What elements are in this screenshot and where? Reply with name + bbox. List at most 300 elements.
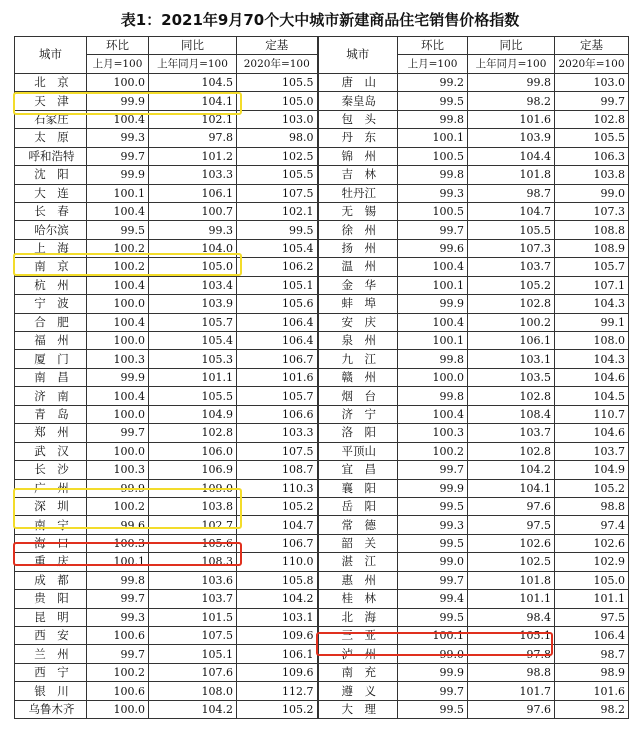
left-mom-cell: 100.0 — [87, 295, 149, 313]
left-yoy-cell: 103.4 — [149, 276, 237, 294]
right-yoy-cell: 97.5 — [468, 516, 555, 534]
left-base-cell: 106.1 — [237, 645, 318, 663]
right-base-cell: 105.2 — [555, 479, 629, 497]
right-base-cell: 98.8 — [555, 497, 629, 515]
right-base-cell: 108.0 — [555, 332, 629, 350]
left-city-cell: 海 口 — [15, 534, 87, 552]
left-mom-cell: 99.6 — [87, 516, 149, 534]
left-city-cell: 南 昌 — [15, 368, 87, 386]
table-row — [15, 166, 629, 184]
table-row — [15, 129, 629, 147]
right-yoy-cell: 101.8 — [468, 571, 555, 589]
right-mom-cell: 100.4 — [398, 405, 468, 423]
left-city-cell: 成 都 — [15, 571, 87, 589]
right-city-cell: 北 海 — [318, 608, 398, 626]
left-yoy-cell: 104.5 — [149, 73, 237, 91]
right-yoy-cell: 97.6 — [468, 700, 555, 718]
yoy-header: 同比 — [149, 37, 237, 55]
left-mom-cell: 99.3 — [87, 129, 149, 147]
table-row — [15, 73, 629, 91]
left-city-cell: 昆 明 — [15, 608, 87, 626]
right-city-cell: 岳 阳 — [318, 497, 398, 515]
right-mom-cell: 99.5 — [398, 92, 468, 110]
table-row — [15, 700, 629, 718]
left-yoy-cell: 103.6 — [149, 571, 237, 589]
left-yoy-cell: 101.2 — [149, 147, 237, 165]
table-row — [15, 534, 629, 552]
left-base-cell: 102.1 — [237, 202, 318, 220]
right-base-cell: 97.5 — [555, 608, 629, 626]
left-yoy-cell: 107.5 — [149, 627, 237, 645]
left-city-cell: 西 安 — [15, 627, 87, 645]
right-base-cell: 99.0 — [555, 184, 629, 202]
table-row — [15, 350, 629, 368]
table-row — [15, 295, 629, 313]
left-city-cell: 呼和浩特 — [15, 147, 87, 165]
table-row — [15, 682, 629, 700]
right-base-cell: 104.6 — [555, 424, 629, 442]
right-mom-cell: 99.8 — [398, 350, 468, 368]
right-mom-cell: 99.3 — [398, 516, 468, 534]
right-base-cell: 102.9 — [555, 553, 629, 571]
left-mom-cell: 99.7 — [87, 645, 149, 663]
right-yoy-cell: 103.7 — [468, 424, 555, 442]
table-row — [15, 442, 629, 460]
right-yoy-cell: 97.6 — [468, 497, 555, 515]
left-city-cell: 福 州 — [15, 332, 87, 350]
table-title: 表1：2021年9月70个大中城市新建商品住宅销售价格指数 — [120, 11, 520, 29]
right-base-cell: 98.2 — [555, 700, 629, 718]
left-mom-cell: 100.3 — [87, 534, 149, 552]
mom-header: 环比 — [398, 37, 468, 55]
left-city-cell: 兰 州 — [15, 645, 87, 663]
right-base-cell: 103.8 — [555, 166, 629, 184]
yoy-header: 同比 — [468, 37, 555, 55]
table-row — [15, 461, 629, 479]
left-yoy-cell: 102.7 — [149, 516, 237, 534]
right-city-cell: 宜 昌 — [318, 461, 398, 479]
left-yoy-cell: 103.3 — [149, 166, 237, 184]
left-mom-cell: 99.3 — [87, 608, 149, 626]
left-base-cell: 110.0 — [237, 553, 318, 571]
left-mom-cell: 99.9 — [87, 479, 149, 497]
left-base-cell: 105.2 — [237, 497, 318, 515]
left-mom-cell: 100.2 — [87, 239, 149, 257]
right-yoy-cell: 104.2 — [468, 461, 555, 479]
mom-subheader: 上月=100 — [87, 55, 149, 73]
left-yoy-cell: 104.9 — [149, 405, 237, 423]
right-base-cell: 108.8 — [555, 221, 629, 239]
right-city-cell: 吉 林 — [318, 166, 398, 184]
left-yoy-cell: 106.0 — [149, 442, 237, 460]
table-row — [15, 405, 629, 423]
left-mom-cell: 100.4 — [87, 110, 149, 128]
right-base-cell: 103.7 — [555, 442, 629, 460]
left-mom-cell: 100.4 — [87, 202, 149, 220]
right-city-cell: 牡丹江 — [318, 184, 398, 202]
left-mom-cell: 100.4 — [87, 313, 149, 331]
left-base-cell: 105.8 — [237, 571, 318, 589]
right-base-cell: 104.3 — [555, 350, 629, 368]
left-base-cell: 104.7 — [237, 516, 318, 534]
table-row — [15, 663, 629, 681]
base-header: 定基 — [237, 37, 318, 55]
right-yoy-cell: 106.1 — [468, 332, 555, 350]
left-yoy-cell: 100.7 — [149, 202, 237, 220]
right-mom-cell: 99.2 — [398, 73, 468, 91]
right-city-cell: 扬 州 — [318, 239, 398, 257]
right-city-cell: 秦皇岛 — [318, 92, 398, 110]
left-mom-cell: 99.7 — [87, 590, 149, 608]
right-base-cell: 104.6 — [555, 368, 629, 386]
left-yoy-cell: 103.8 — [149, 497, 237, 515]
table-row — [15, 147, 629, 165]
table-row — [15, 368, 629, 386]
right-city-cell: 金 华 — [318, 276, 398, 294]
right-yoy-cell: 102.8 — [468, 295, 555, 313]
right-mom-cell: 99.3 — [398, 184, 468, 202]
left-mom-cell: 100.0 — [87, 700, 149, 718]
left-city-cell: 西 宁 — [15, 663, 87, 681]
right-yoy-cell: 105.5 — [468, 221, 555, 239]
left-mom-cell: 100.0 — [87, 442, 149, 460]
left-yoy-cell: 103.7 — [149, 590, 237, 608]
left-yoy-cell: 99.3 — [149, 221, 237, 239]
right-yoy-cell: 97.8 — [468, 645, 555, 663]
right-yoy-cell: 103.9 — [468, 129, 555, 147]
right-base-cell: 106.3 — [555, 147, 629, 165]
right-yoy-cell: 98.8 — [468, 663, 555, 681]
left-city-cell: 深 圳 — [15, 497, 87, 515]
right-base-cell: 101.1 — [555, 590, 629, 608]
left-mom-cell: 99.8 — [87, 571, 149, 589]
right-mom-cell: 99.6 — [398, 239, 468, 257]
right-city-cell: 平顶山 — [318, 442, 398, 460]
right-city-cell: 无 锡 — [318, 202, 398, 220]
right-base-cell: 102.6 — [555, 534, 629, 552]
right-mom-cell: 99.5 — [398, 608, 468, 626]
right-city-cell: 丹 东 — [318, 129, 398, 147]
left-city-cell: 杭 州 — [15, 276, 87, 294]
right-mom-cell: 100.2 — [398, 442, 468, 460]
left-city-cell: 长 沙 — [15, 461, 87, 479]
right-yoy-cell: 98.7 — [468, 184, 555, 202]
table-row — [15, 516, 629, 534]
left-base-cell: 105.5 — [237, 166, 318, 184]
right-yoy-cell: 103.5 — [468, 368, 555, 386]
left-base-cell: 98.0 — [237, 129, 318, 147]
right-city-cell: 赣 州 — [318, 368, 398, 386]
right-mom-cell: 100.1 — [398, 332, 468, 350]
left-city-cell: 合 肥 — [15, 313, 87, 331]
left-mom-cell: 100.3 — [87, 461, 149, 479]
left-base-cell: 105.0 — [237, 92, 318, 110]
right-yoy-cell: 101.8 — [468, 166, 555, 184]
left-city-cell: 大 连 — [15, 184, 87, 202]
right-base-cell: 98.9 — [555, 663, 629, 681]
left-yoy-cell: 101.1 — [149, 368, 237, 386]
left-city-cell: 重 庆 — [15, 553, 87, 571]
left-yoy-cell: 105.0 — [149, 258, 237, 276]
right-city-cell: 徐 州 — [318, 221, 398, 239]
left-mom-cell: 99.5 — [87, 221, 149, 239]
left-yoy-cell: 104.2 — [149, 700, 237, 718]
left-base-cell: 105.1 — [237, 276, 318, 294]
left-city-cell: 长 春 — [15, 202, 87, 220]
right-base-cell: 107.3 — [555, 202, 629, 220]
right-city-cell: 九 江 — [318, 350, 398, 368]
right-city-cell: 烟 台 — [318, 387, 398, 405]
right-base-cell: 104.5 — [555, 387, 629, 405]
left-base-cell: 106.2 — [237, 258, 318, 276]
table-row — [15, 571, 629, 589]
right-yoy-cell: 105.2 — [468, 276, 555, 294]
left-yoy-cell: 107.6 — [149, 663, 237, 681]
left-yoy-cell: 108.0 — [149, 682, 237, 700]
right-base-cell: 99.7 — [555, 92, 629, 110]
left-city-cell: 哈尔滨 — [15, 221, 87, 239]
right-base-cell: 97.4 — [555, 516, 629, 534]
mom-header: 环比 — [87, 37, 149, 55]
right-city-cell: 济 宁 — [318, 405, 398, 423]
right-city-cell: 襄 阳 — [318, 479, 398, 497]
left-city-cell: 银 川 — [15, 682, 87, 700]
right-city-cell: 桂 林 — [318, 590, 398, 608]
right-base-cell: 110.7 — [555, 405, 629, 423]
left-base-cell: 99.5 — [237, 221, 318, 239]
left-yoy-cell: 104.1 — [149, 92, 237, 110]
right-mom-cell: 99.8 — [398, 387, 468, 405]
right-yoy-cell: 102.6 — [468, 534, 555, 552]
left-city-cell: 沈 阳 — [15, 166, 87, 184]
left-city-cell: 南 京 — [15, 258, 87, 276]
right-mom-cell: 99.5 — [398, 534, 468, 552]
left-mom-cell: 100.0 — [87, 73, 149, 91]
header-row — [15, 37, 629, 55]
left-yoy-cell: 102.8 — [149, 424, 237, 442]
left-city-cell: 郑 州 — [15, 424, 87, 442]
right-mom-cell: 100.0 — [398, 368, 468, 386]
left-base-cell: 108.7 — [237, 461, 318, 479]
left-yoy-cell: 104.0 — [149, 239, 237, 257]
left-yoy-cell: 109.0 — [149, 479, 237, 497]
right-base-cell: 104.9 — [555, 461, 629, 479]
right-yoy-cell: 102.8 — [468, 442, 555, 460]
right-city-cell: 大 理 — [318, 700, 398, 718]
right-yoy-cell: 102.8 — [468, 387, 555, 405]
right-mom-cell: 100.5 — [398, 202, 468, 220]
left-base-cell: 109.6 — [237, 627, 318, 645]
left-yoy-cell: 102.1 — [149, 110, 237, 128]
left-yoy-cell: 105.4 — [149, 332, 237, 350]
right-mom-cell: 99.8 — [398, 110, 468, 128]
table-row — [15, 276, 629, 294]
left-base-cell: 106.7 — [237, 534, 318, 552]
right-yoy-cell: 102.5 — [468, 553, 555, 571]
price-index-table — [14, 36, 629, 719]
left-city-cell: 天 津 — [15, 92, 87, 110]
left-city-cell: 武 汉 — [15, 442, 87, 460]
base-subheader: 2020年=100 — [237, 55, 318, 73]
table-row — [15, 627, 629, 645]
left-mom-cell: 100.0 — [87, 405, 149, 423]
left-base-cell: 106.4 — [237, 313, 318, 331]
right-yoy-cell: 104.4 — [468, 147, 555, 165]
right-yoy-cell: 107.3 — [468, 239, 555, 257]
right-base-cell: 106.4 — [555, 627, 629, 645]
left-base-cell: 105.2 — [237, 700, 318, 718]
right-mom-cell: 99.0 — [398, 553, 468, 571]
table-row — [15, 424, 629, 442]
right-yoy-cell: 105.1 — [468, 627, 555, 645]
left-yoy-cell: 108.3 — [149, 553, 237, 571]
table-row — [15, 258, 629, 276]
right-mom-cell: 99.7 — [398, 571, 468, 589]
table-row — [15, 608, 629, 626]
left-yoy-cell: 103.9 — [149, 295, 237, 313]
left-base-cell: 103.3 — [237, 424, 318, 442]
right-mom-cell: 100.4 — [398, 313, 468, 331]
left-mom-cell: 100.1 — [87, 184, 149, 202]
left-yoy-cell: 105.5 — [149, 387, 237, 405]
left-base-cell: 105.4 — [237, 239, 318, 257]
right-base-cell: 107.1 — [555, 276, 629, 294]
yoy-subheader: 上年同月=100 — [149, 55, 237, 73]
right-base-cell: 101.6 — [555, 682, 629, 700]
left-base-cell: 109.6 — [237, 663, 318, 681]
right-city-cell: 洛 阳 — [318, 424, 398, 442]
left-base-cell: 106.4 — [237, 332, 318, 350]
left-base-cell: 105.7 — [237, 387, 318, 405]
left-city-cell: 青 岛 — [15, 405, 87, 423]
right-city-cell: 韶 关 — [318, 534, 398, 552]
left-mom-cell: 100.6 — [87, 627, 149, 645]
right-city-cell: 遵 义 — [318, 682, 398, 700]
table-row — [15, 553, 629, 571]
right-city-cell: 温 州 — [318, 258, 398, 276]
left-mom-cell: 100.2 — [87, 663, 149, 681]
right-mom-cell: 99.9 — [398, 479, 468, 497]
left-base-cell: 106.6 — [237, 405, 318, 423]
left-yoy-cell: 105.6 — [149, 534, 237, 552]
left-base-cell: 102.5 — [237, 147, 318, 165]
right-city-cell: 惠 州 — [318, 571, 398, 589]
left-yoy-cell: 106.9 — [149, 461, 237, 479]
left-yoy-cell: 97.8 — [149, 129, 237, 147]
yoy-subheader: 上年同月=100 — [468, 55, 555, 73]
left-mom-cell: 99.7 — [87, 147, 149, 165]
right-base-cell: 104.3 — [555, 295, 629, 313]
left-city-cell: 乌鲁木齐 — [15, 700, 87, 718]
left-mom-cell: 99.9 — [87, 92, 149, 110]
right-mom-cell: 99.4 — [398, 590, 468, 608]
left-city-cell: 太 原 — [15, 129, 87, 147]
right-yoy-cell: 103.1 — [468, 350, 555, 368]
right-yoy-cell: 98.2 — [468, 92, 555, 110]
right-base-cell: 105.0 — [555, 571, 629, 589]
table-row — [15, 202, 629, 220]
right-yoy-cell: 101.1 — [468, 590, 555, 608]
right-mom-cell: 100.1 — [398, 627, 468, 645]
left-city-cell: 贵 阳 — [15, 590, 87, 608]
left-mom-cell: 100.2 — [87, 497, 149, 515]
table-row — [15, 497, 629, 515]
right-mom-cell: 100.5 — [398, 147, 468, 165]
left-yoy-cell: 105.7 — [149, 313, 237, 331]
right-yoy-cell: 100.2 — [468, 313, 555, 331]
left-mom-cell: 100.0 — [87, 332, 149, 350]
right-mom-cell: 99.7 — [398, 682, 468, 700]
right-city-cell: 包 头 — [318, 110, 398, 128]
table-body — [15, 73, 629, 718]
table-row — [15, 313, 629, 331]
left-mom-cell: 100.1 — [87, 553, 149, 571]
right-mom-cell: 99.8 — [398, 166, 468, 184]
right-yoy-cell: 101.6 — [468, 110, 555, 128]
left-mom-cell: 99.7 — [87, 424, 149, 442]
left-base-cell: 107.5 — [237, 184, 318, 202]
left-yoy-cell: 101.5 — [149, 608, 237, 626]
city-header: 城市 — [15, 37, 87, 74]
left-base-cell: 110.3 — [237, 479, 318, 497]
right-mom-cell: 99.5 — [398, 700, 468, 718]
left-city-cell: 上 海 — [15, 239, 87, 257]
right-city-cell: 泸 州 — [318, 645, 398, 663]
right-yoy-cell: 98.4 — [468, 608, 555, 626]
left-city-cell: 北 京 — [15, 73, 87, 91]
right-city-cell: 南 充 — [318, 663, 398, 681]
right-yoy-cell: 104.7 — [468, 202, 555, 220]
left-base-cell: 101.6 — [237, 368, 318, 386]
right-base-cell: 108.9 — [555, 239, 629, 257]
right-mom-cell: 100.1 — [398, 276, 468, 294]
left-mom-cell: 100.3 — [87, 350, 149, 368]
table-row — [15, 387, 629, 405]
right-city-cell: 蚌 埠 — [318, 295, 398, 313]
right-city-cell: 唐 山 — [318, 73, 398, 91]
left-base-cell: 104.2 — [237, 590, 318, 608]
right-mom-cell: 100.3 — [398, 424, 468, 442]
left-base-cell: 107.5 — [237, 442, 318, 460]
table-row — [15, 479, 629, 497]
left-yoy-cell: 105.3 — [149, 350, 237, 368]
left-city-cell: 石家庄 — [15, 110, 87, 128]
left-city-cell: 济 南 — [15, 387, 87, 405]
left-base-cell: 112.7 — [237, 682, 318, 700]
right-city-cell: 常 德 — [318, 516, 398, 534]
right-mom-cell: 99.7 — [398, 461, 468, 479]
table-row — [15, 92, 629, 110]
left-yoy-cell: 106.1 — [149, 184, 237, 202]
right-base-cell: 103.0 — [555, 73, 629, 91]
left-base-cell: 106.7 — [237, 350, 318, 368]
left-mom-cell: 100.4 — [87, 276, 149, 294]
left-mom-cell: 100.4 — [87, 387, 149, 405]
right-mom-cell: 100.4 — [398, 258, 468, 276]
left-city-cell: 南 宁 — [15, 516, 87, 534]
right-city-cell: 湛 江 — [318, 553, 398, 571]
table-row — [15, 110, 629, 128]
left-city-cell: 宁 波 — [15, 295, 87, 313]
right-mom-cell: 99.0 — [398, 645, 468, 663]
right-base-cell: 102.8 — [555, 110, 629, 128]
left-yoy-cell: 105.1 — [149, 645, 237, 663]
right-city-cell: 安 庆 — [318, 313, 398, 331]
right-mom-cell: 99.5 — [398, 497, 468, 515]
right-city-cell: 泉 州 — [318, 332, 398, 350]
left-base-cell: 103.1 — [237, 608, 318, 626]
left-city-cell: 广 州 — [15, 479, 87, 497]
